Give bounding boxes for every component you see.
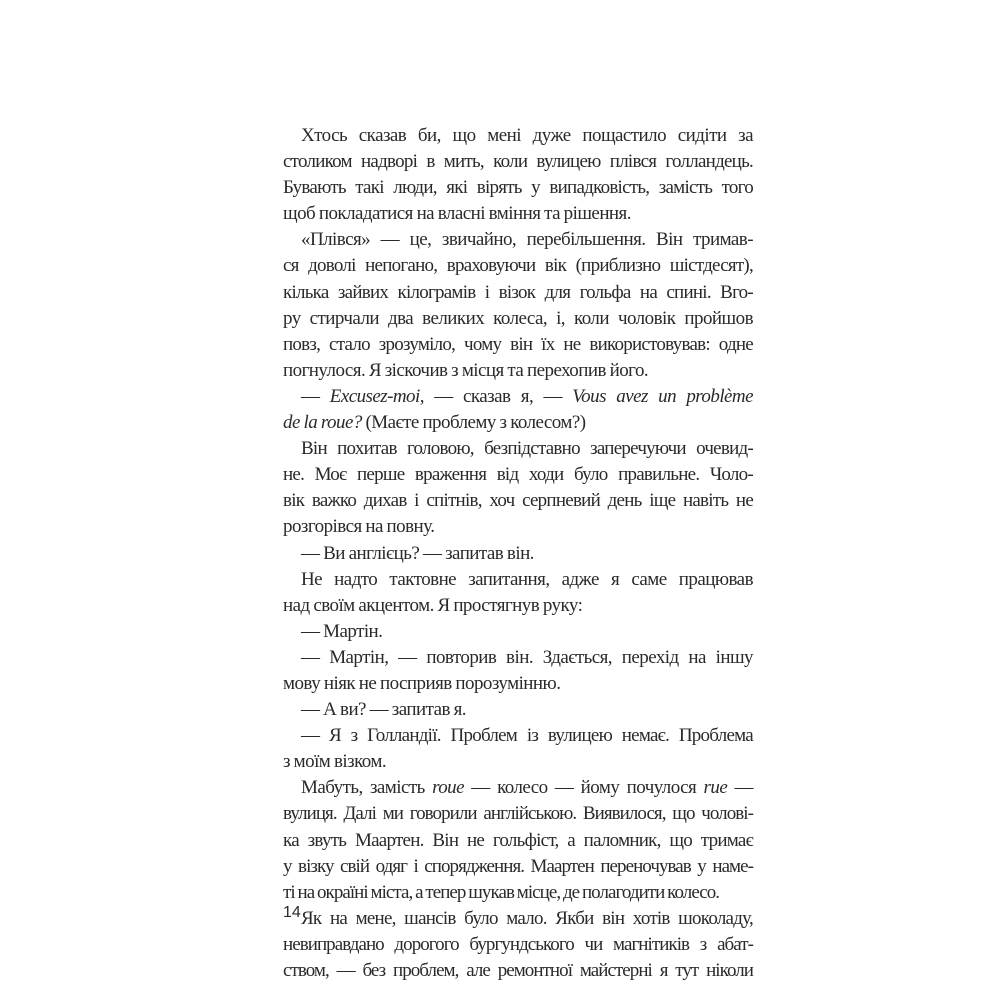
text-line: ся доволі непогано, враховуючи вік (приблизно шістдесят), xyxy=(283,255,753,277)
text-line: ством, — без проблем, але ремонтної майстерні я тут ніколи xyxy=(283,960,753,981)
text-line: Бувають такі люди, які вірять у випадковість, замість того xyxy=(283,177,753,199)
body-text xyxy=(283,123,753,984)
text-line: ка звуть Маартен. Він не гольфіст, а паломник, що тримає xyxy=(283,829,753,851)
text-line: кілька зайвих кілограмів і візок для гольфа на спині. Вго- xyxy=(283,281,753,303)
text-line: Хтось сказав би, що мені дуже пощастило сидіти за xyxy=(301,125,753,146)
text-line xyxy=(283,775,753,801)
text-line: вулиця. Далі ми говорили англійською. Виявилося, що чолові- xyxy=(283,803,753,825)
text-line: Не надто тактовне запитання, адже я саме працював xyxy=(301,568,753,590)
narration-text: — xyxy=(727,777,753,799)
french-phrase: de la roue? xyxy=(283,412,362,434)
text-line: погнулося. Я зіскочив з місця та перехопив його. xyxy=(283,359,649,381)
text-line: — Ви англієць? — запитав він. xyxy=(301,542,534,564)
dialogue-text: , — сказав я, — xyxy=(419,385,573,407)
text-line: Він похитав головою, безпідставно заперечуючи очевид- xyxy=(301,438,753,460)
french-word: roue xyxy=(432,777,464,799)
text-line xyxy=(283,410,753,436)
text-line: розгорівся на повну. xyxy=(283,516,435,538)
text-line: вік важко дихав і спітнів, хоч серпневий день іще навіть не xyxy=(283,490,753,512)
text-line: Як на мене, шансів було мало. Якби він хотів шоколаду, xyxy=(301,907,753,929)
text-line: у візку свій одяг і спорядження. Маартен переночував у наме- xyxy=(283,855,753,877)
narration-text: Мабуть, замість xyxy=(301,777,433,799)
text-line: повз, стало зрозуміло, чому він їх не використовував: одне xyxy=(283,333,753,355)
text-line: з моїм візком. xyxy=(283,751,387,773)
narration-text: — колесо — йому почулося xyxy=(464,777,704,799)
french-phrase: Excusez-moi xyxy=(329,385,420,407)
text-line: — Я з Голландії. Проблем із вулицею немає. Проблема xyxy=(301,725,753,747)
text-line: не. Моє перше враження від ходи було правильне. Чоло- xyxy=(283,464,753,486)
text-line: столиком надворі в мить, коли вулицею плівся голландець. xyxy=(283,151,753,173)
dialogue-text: (Маєте проблему з колесом?) xyxy=(361,412,586,434)
text-line: ру стирчали два великих колеса, і, коли чоловік пройшов xyxy=(283,307,753,329)
text-line: щоб покладатися на власні вміння та рішення. xyxy=(283,203,631,225)
text-line: — А ви? — запитав я. xyxy=(301,699,466,721)
text-line: мову ніяк не посприяв порозумінню. xyxy=(283,672,561,694)
french-word: rue xyxy=(703,777,728,799)
text-line: — Мартін, — повторив він. Здається, перехід на іншу xyxy=(301,646,753,668)
french-phrase: Vous avez un problème xyxy=(572,385,753,407)
dialogue-dash: — xyxy=(301,385,330,407)
text-line xyxy=(283,384,753,410)
text-line: «Плівся» — це, звичайно, перебільшення. Він тримав- xyxy=(301,229,753,251)
page-number: 14 xyxy=(283,904,301,921)
text-line: ті на окраїні міста, а тепер шукав місце, де полагодити колесо. xyxy=(283,881,720,903)
text-line: над своїм акцентом. Я простягнув руку: xyxy=(283,594,583,616)
text-line: — Мартін. xyxy=(301,620,383,642)
text-line: невиправдано дорогого бургундського чи магнітиків з абат- xyxy=(283,933,753,955)
